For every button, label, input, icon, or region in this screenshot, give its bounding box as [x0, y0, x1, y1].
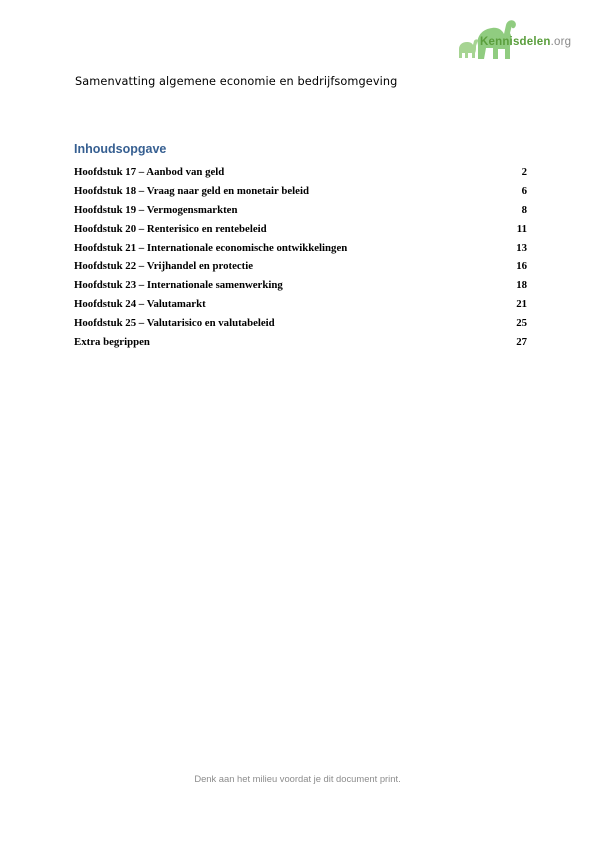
toc-entry[interactable] — [74, 223, 527, 242]
toc-entry[interactable] — [74, 298, 527, 317]
toc-entry-page-number: 6 — [521, 184, 527, 197]
toc-entry-page-number: 27 — [516, 336, 527, 349]
toc-entry-page-number: 11 — [516, 222, 527, 235]
toc-entry[interactable] — [74, 317, 527, 336]
toc-entry-page-number: 8 — [521, 203, 527, 216]
logo-tld-text: .org — [550, 36, 572, 48]
toc-entry-label: Hoofdstuk 25 – Valutarisico en valutabeleid — [74, 317, 275, 330]
toc-entry[interactable] — [74, 204, 527, 223]
toc-entry-label: Hoofdstuk 20 – Renterisico en rentebeleid — [74, 222, 267, 235]
toc-entry[interactable] — [74, 166, 527, 185]
toc-entry[interactable] — [74, 185, 527, 204]
toc-entry-page-number: 21 — [516, 298, 527, 311]
toc-entry-page-number: 2 — [521, 166, 527, 178]
table-of-contents — [74, 166, 527, 355]
kennisdelen-logo — [456, 15, 576, 61]
toc-entry-page-number: 16 — [516, 260, 527, 273]
toc-entry[interactable] — [74, 279, 527, 298]
document-title: Samenvatting algemene economie en bedrijfsomgeving — [75, 75, 398, 88]
logo-wordmark — [480, 36, 571, 48]
toc-entry-label: Hoofdstuk 19 – Vermogensmarkten — [74, 203, 238, 216]
logo-brand-text: Kennisdelen — [480, 36, 551, 48]
toc-entry[interactable] — [74, 260, 527, 279]
toc-entry-label: Hoofdstuk 23 – Internationale samenwerking — [74, 279, 283, 292]
toc-entry-label: Hoofdstuk 21 – Internationale economische ontwikkelingen — [74, 241, 348, 254]
toc-entry-label: Hoofdstuk 17 – Aanbod van geld — [74, 166, 225, 178]
toc-entry-label: Hoofdstuk 22 – Vrijhandel en protectie — [74, 260, 254, 273]
toc-heading: Inhoudsopgave — [74, 142, 167, 156]
toc-entry-label: Hoofdstuk 24 – Valutamarkt — [74, 298, 206, 311]
toc-entry-page-number: 13 — [516, 241, 527, 254]
toc-entry[interactable] — [74, 242, 527, 261]
toc-entry-label: Extra begrippen — [74, 336, 150, 349]
toc-entry-label: Hoofdstuk 18 – Vraag naar geld en monetair beleid — [74, 184, 309, 197]
toc-entry-page-number: 25 — [516, 317, 527, 330]
footer-note: Denk aan het milieu voordat je dit document print. — [194, 773, 401, 784]
toc-entry[interactable] — [74, 336, 527, 355]
toc-entry-page-number: 18 — [516, 279, 527, 292]
